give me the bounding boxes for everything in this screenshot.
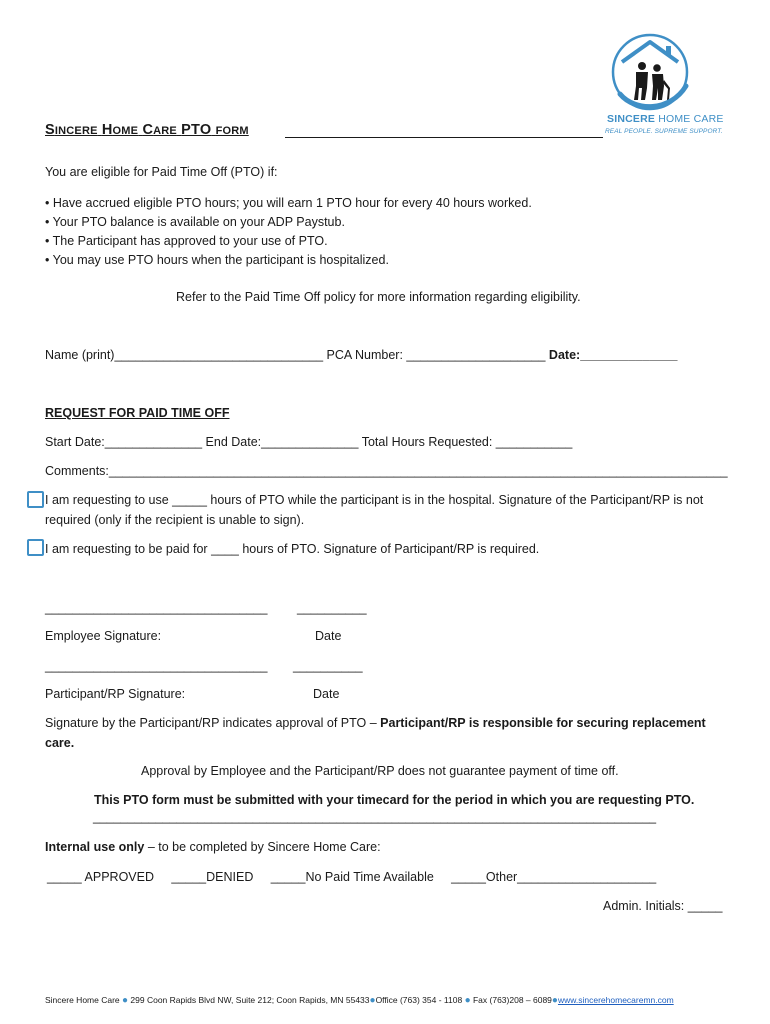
page-title (45, 122, 249, 138)
footer (45, 995, 674, 1006)
eligibility-intro: You are eligible for Paid Time Off (PTO) if: (45, 165, 278, 179)
internal-use-rest: – to be completed by Sincere Home Care: (144, 840, 381, 854)
submit-note: This PTO form must be submitted with your timecard for the period in which you are requesting PTO. (94, 793, 695, 807)
request-dates-line[interactable]: Start Date:______________ End Date:______________ Total Hours Requested: ___________ (45, 435, 573, 449)
footer-bullet-2: ● (369, 995, 376, 1006)
employee-date-line[interactable]: __________ (297, 601, 367, 615)
name-field[interactable] (45, 348, 678, 363)
internal-use-label (45, 840, 381, 855)
eligibility-bullet-2: • Your PTO balance is available on your ADP Paystub. (45, 215, 345, 229)
title-incere: INCERE (54, 125, 98, 137)
approval-note-bold-2: care. (45, 736, 75, 750)
date-label: Date: (548, 348, 581, 362)
logo-brand (607, 113, 724, 125)
paid-line: I am requesting to be paid for ____ hours of PTO. Signature of Participant/RP is required. (45, 542, 540, 556)
hospital-line-2: required (only if the recipient is unable to sign). (45, 513, 305, 527)
footer-bullet-1: ● (122, 995, 129, 1006)
comments-field[interactable]: Comments:_________________________________________________________________________________________ (45, 464, 728, 478)
notes-divider: _________________________________________________________________________________ (93, 810, 657, 824)
title-s: S (45, 122, 55, 138)
approval-note-bold: Participant/RP is responsible for securing replacement (380, 716, 706, 730)
hospital-line-1: I am requesting to use _____ hours of PTO while the participant is in the hospital. Signature of the Participant/RP is not (45, 493, 704, 507)
title-pto: PTO (181, 122, 212, 138)
employee-signature-line[interactable]: ________________________________ (45, 601, 268, 615)
pca-number-label: PCA Number: ____________________ (326, 348, 546, 362)
name-label: Name (print)______________________________ (45, 348, 324, 362)
title-c: C (142, 122, 154, 138)
internal-use-bold: Internal use only (45, 840, 145, 854)
footer-office: Office (763) 354 - 1108 (375, 995, 463, 1005)
employee-signature-label: Employee Signature: (45, 629, 162, 643)
employee-date-label: Date (315, 629, 342, 643)
guarantee-note: Approval by Employee and the Participant/RP does not guarantee payment of time off. (141, 764, 619, 778)
footer-website-link[interactable]: www.sincerehomecaremn.com (557, 995, 674, 1005)
logo-brand-bold: SINCERE (607, 113, 656, 125)
participant-date-line[interactable]: __________ (293, 659, 363, 673)
footer-fax: Fax (763)208 – 6089 (470, 995, 552, 1005)
title-ome: OME (112, 125, 139, 137)
footer-bullet-4: ● (551, 995, 558, 1006)
title-underline (285, 137, 603, 138)
footer-bullet-3: ● (464, 995, 471, 1006)
eligibility-refer: Refer to the Paid Time Off policy for more information regarding eligibility. (176, 290, 581, 304)
eligibility-bullet-4: • You may use PTO hours when the participant is hospitalized. (45, 253, 389, 267)
eligibility-bullet-1: • Have accrued eligible PTO hours; you will earn 1 PTO hour for every 40 hours worked. (45, 196, 532, 210)
approval-note (45, 716, 706, 731)
logo-brand-light: HOME CARE (658, 113, 724, 125)
title-form: FORM (215, 125, 249, 137)
eligibility-bullet-3: • The Participant has approved to your use of PTO. (45, 234, 328, 248)
hospital-checkbox[interactable] (27, 491, 44, 508)
footer-company: Sincere Home Care (45, 995, 120, 1005)
title-are: ARE (153, 125, 177, 137)
logo-figures (634, 62, 670, 100)
request-heading: REQUEST FOR PAID TIME OFF (45, 406, 230, 420)
date-blank[interactable]: ______________ (580, 348, 678, 362)
participant-date-label: Date (313, 687, 340, 701)
participant-signature-label: Participant/RP Signature: (45, 687, 186, 701)
participant-signature-line[interactable]: ________________________________ (45, 659, 268, 673)
footer-address: 299 Coon Rapids Blvd NW, Suite 212; Coon Rapids, MN 55433 (128, 995, 370, 1005)
admin-initials[interactable]: Admin. Initials: _____ (603, 899, 723, 913)
title-h: H (101, 122, 113, 138)
paid-checkbox[interactable] (27, 539, 44, 556)
approval-note-normal: Signature by the Participant/RP indicates approval of PTO – (45, 716, 381, 730)
logo-tagline: REAL PEOPLE. SUPREME SUPPORT. (605, 128, 723, 135)
internal-status-line[interactable]: _____ APPROVED _____DENIED _____No Paid Time Available _____Other____________________ (47, 870, 657, 884)
